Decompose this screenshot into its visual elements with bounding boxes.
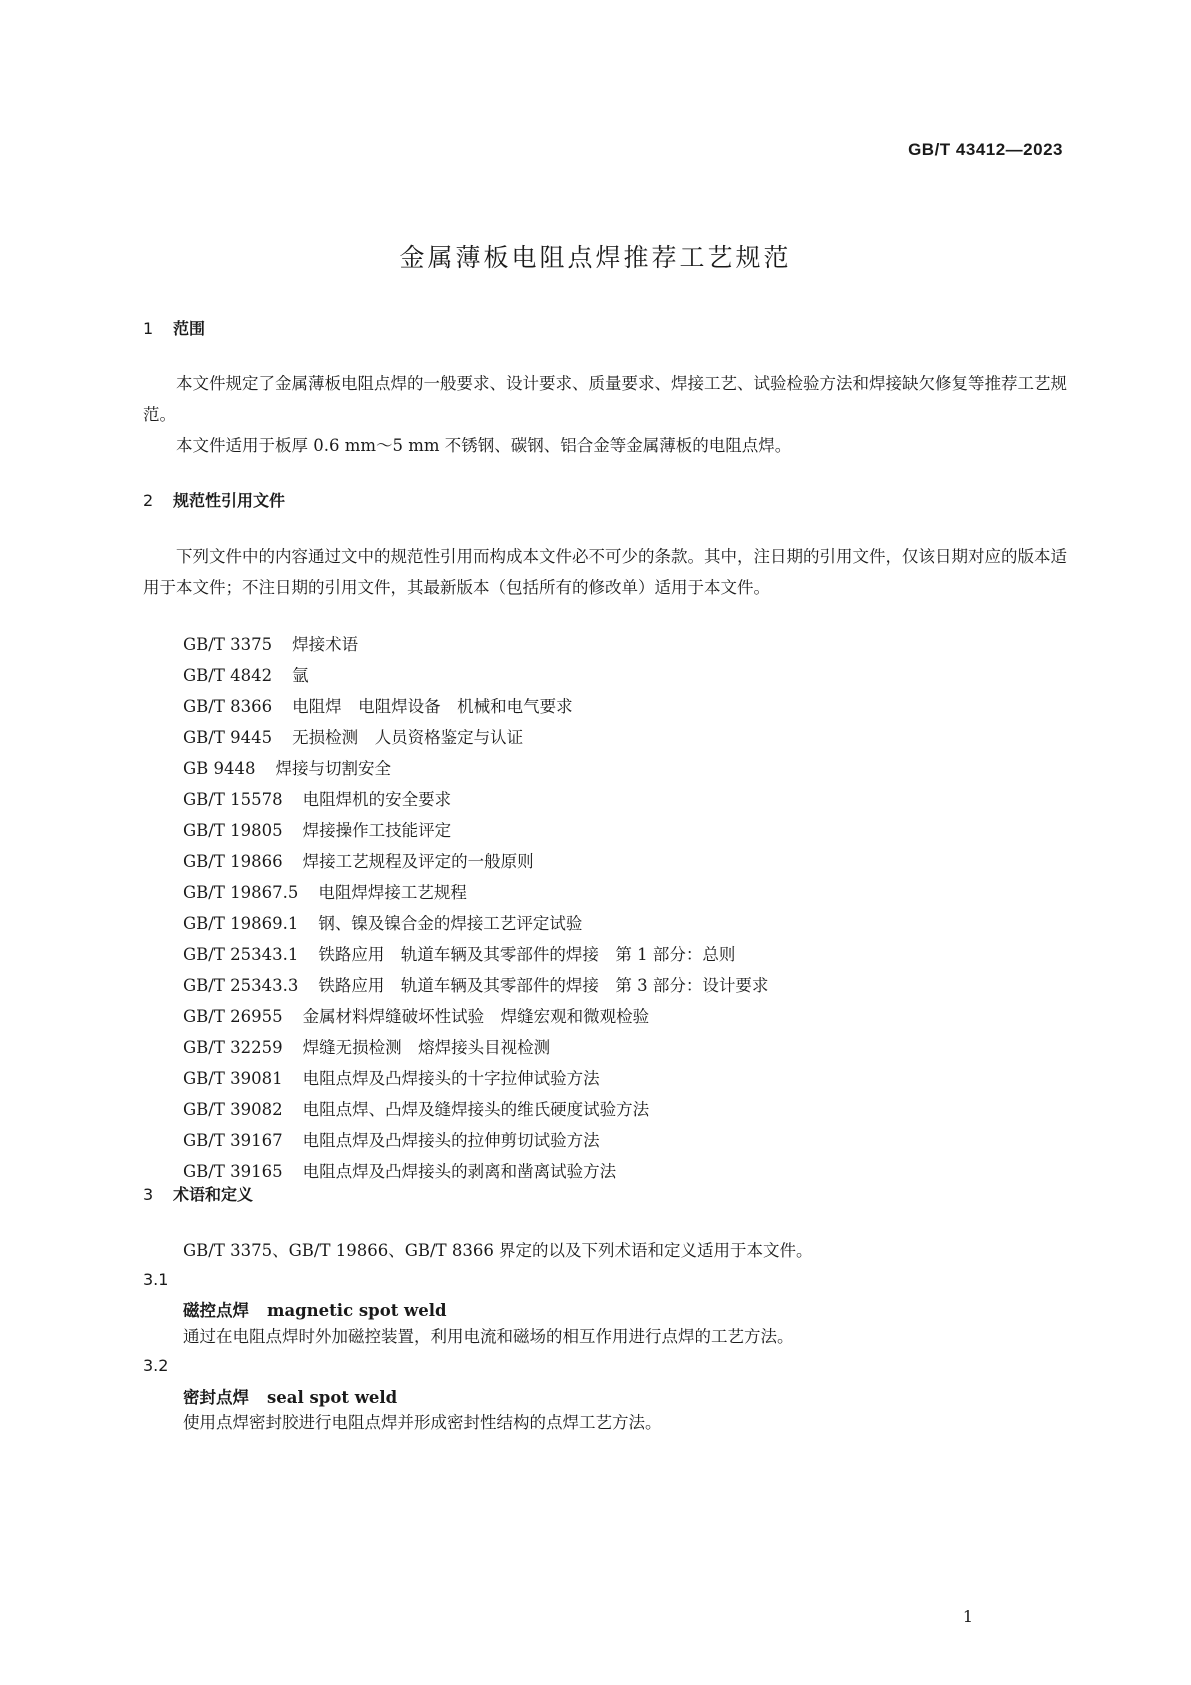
- reference-item: [183, 753, 768, 784]
- reference-code: GB/T 19805: [183, 821, 283, 840]
- section-2-paragraph-1: 下列文件中的内容通过文中的规范性引用而构成本文件必不可少的条款。其中，注日期的引用文件，仅该日期对应的版本适用于本文件；不注日期的引用文件，其最新版本（包括所有的修改单）适用于本文件。: [143, 547, 1067, 597]
- reference-title: 电阻焊 电阻焊设备 机械和电气要求: [292, 697, 573, 716]
- reference-title: 电阻焊机的安全要求: [302, 790, 452, 809]
- reference-title: 铁路应用 轨道车辆及其零部件的焊接 第 3 部分：设计要求: [318, 976, 769, 995]
- reference-code: GB/T 8366: [183, 697, 273, 716]
- reference-code: GB/T 26955: [183, 1007, 283, 1026]
- reference-title: 铁路应用 轨道车辆及其零部件的焊接 第 1 部分：总则: [318, 945, 736, 964]
- section-number: 3: [143, 1185, 154, 1204]
- reference-item: [183, 629, 768, 660]
- reference-code: GB/T 39167: [183, 1131, 283, 1150]
- reference-item: [183, 970, 768, 1001]
- reference-title: 金属材料焊缝破坏性试验 焊缝宏观和微观检验: [302, 1007, 650, 1026]
- reference-code: GB/T 19867.5: [183, 883, 299, 902]
- reference-code: GB/T 3375: [183, 635, 273, 654]
- term-english: magnetic spot weld: [267, 1301, 447, 1320]
- reference-title: 电阻点焊及凸焊接头的拉伸剪切试验方法: [302, 1131, 600, 1150]
- reference-item: [183, 1094, 768, 1125]
- reference-item: [183, 908, 768, 939]
- reference-item: [183, 1001, 768, 1032]
- reference-title: 电阻点焊及凸焊接头的剥离和凿离试验方法: [302, 1162, 617, 1181]
- reference-item: [183, 660, 768, 691]
- standard-number: GB/T 43412—2023: [908, 140, 1063, 159]
- section-number: 1: [143, 319, 154, 338]
- term-chinese: 密封点焊: [183, 1388, 249, 1407]
- reference-item: [183, 1125, 768, 1156]
- reference-title: 无损检测 人员资格鉴定与认证: [292, 728, 524, 747]
- reference-item: [183, 1032, 768, 1063]
- section-3-intro: GB/T 3375、GB/T 19866、GB/T 8366 界定的以及下列术语和定义适用于本文件。: [183, 1241, 813, 1260]
- document-title: 金属薄板电阻点焊推荐工艺规范: [399, 243, 792, 272]
- term-english: seal spot weld: [267, 1388, 398, 1407]
- section-1-heading: [143, 316, 205, 339]
- section-1-paragraph-2: 本文件适用于板厚 0.6 mm～5 mm 不锈钢、碳钢、铝合金等金属薄板的电阻点焊。: [176, 436, 792, 455]
- reference-title: 焊接与切割安全: [275, 759, 392, 778]
- reference-code: GB/T 39082: [183, 1100, 283, 1119]
- reference-code: GB/T 15578: [183, 790, 283, 809]
- section-1-paragraph-1: 本文件规定了金属薄板电阻点焊的一般要求、设计要求、质量要求、焊接工艺、试验检验方法和焊接缺欠修复等推荐工艺规范。: [143, 374, 1067, 424]
- section-2-heading: [143, 488, 285, 511]
- reference-code: GB/T 19866: [183, 852, 283, 871]
- term-heading: [183, 1384, 397, 1408]
- reference-title: 焊接操作工技能评定: [302, 821, 452, 840]
- reference-item: [183, 722, 768, 753]
- reference-item: [183, 939, 768, 970]
- section-title: 范围: [173, 319, 206, 338]
- reference-title: 氩: [292, 666, 309, 685]
- term-heading: [183, 1297, 447, 1321]
- reference-title: 焊缝无损检测 熔焊接头目视检测: [302, 1038, 551, 1057]
- reference-title: 钢、镍及镍合金的焊接工艺评定试验: [318, 914, 583, 933]
- reference-title: 焊接术语: [292, 635, 359, 654]
- section-title: 规范性引用文件: [173, 491, 286, 510]
- term-definition: 通过在电阻点焊时外加磁控装置，利用电流和磁场的相互作用进行点焊的工艺方法。: [183, 1327, 794, 1346]
- page-number: 1: [962, 1607, 973, 1626]
- reference-title: 焊接工艺规程及评定的一般原则: [302, 852, 534, 871]
- section-3-heading: [143, 1182, 253, 1205]
- reference-title: 电阻焊焊接工艺规程: [318, 883, 467, 902]
- reference-code: GB/T 4842: [183, 666, 273, 685]
- section-number: 2: [143, 491, 154, 510]
- term-definition: 使用点焊密封胶进行电阻点焊并形成密封性结构的点焊工艺方法。: [183, 1413, 662, 1432]
- reference-item: [183, 815, 768, 846]
- reference-code: GB/T 25343.1: [183, 945, 299, 964]
- section-title: 术语和定义: [173, 1185, 254, 1204]
- reference-item: [183, 784, 768, 815]
- reference-item: [183, 1063, 768, 1094]
- reference-title: 电阻点焊及凸焊接头的十字拉伸试验方法: [302, 1069, 600, 1088]
- term-chinese: 磁控点焊: [183, 1301, 249, 1320]
- term-number: 3.2: [143, 1356, 169, 1375]
- term-number: 3.1: [143, 1270, 169, 1289]
- reference-code: GB/T 9445: [183, 728, 273, 747]
- reference-item: [183, 691, 768, 722]
- reference-code: GB/T 25343.3: [183, 976, 299, 995]
- reference-code: GB/T 19869.1: [183, 914, 299, 933]
- reference-code: GB 9448: [183, 759, 256, 778]
- reference-item: [183, 877, 768, 908]
- normative-reference-list: [183, 629, 768, 1187]
- reference-title: 电阻点焊、凸焊及缝焊接头的维氏硬度试验方法: [302, 1100, 650, 1119]
- reference-item: [183, 846, 768, 877]
- reference-code: GB/T 32259: [183, 1038, 283, 1057]
- reference-item: [183, 1156, 768, 1187]
- reference-code: GB/T 39165: [183, 1162, 283, 1181]
- reference-code: GB/T 39081: [183, 1069, 283, 1088]
